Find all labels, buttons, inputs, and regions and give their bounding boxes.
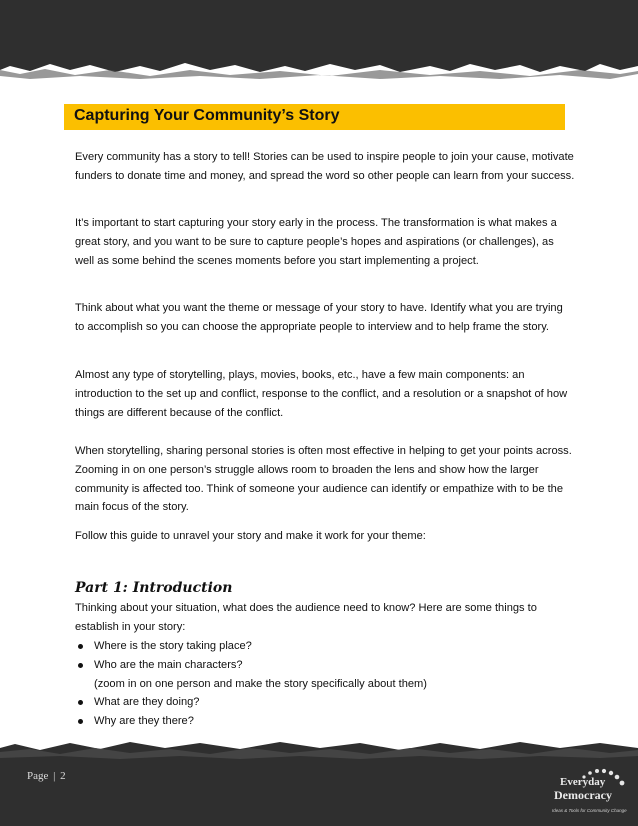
bullet-icon — [78, 663, 83, 668]
list-item-text: What are they doing? — [94, 696, 200, 709]
list-item-note: (zoom in on one person and make the story specifically about them) — [94, 677, 427, 690]
page-title: Capturing Your Community’s Story — [74, 107, 340, 124]
page-word: Page — [27, 770, 49, 782]
list-item — [75, 693, 555, 712]
page-separator: | — [53, 770, 56, 782]
page-number-label — [27, 770, 66, 782]
page-number: 2 — [60, 770, 66, 782]
list-item-text: Who are the main characters? — [94, 658, 243, 671]
logo-text-everyday: Everyday — [560, 776, 606, 788]
paragraph-intro: Every community has a story to tell! Stories can be used to inspire people to join your cause, motivate funders to donate time and money, and spread the word so other people can learn from your success. — [75, 151, 575, 182]
bullet-icon — [78, 719, 83, 724]
logo-tagline: Ideas & Tools for Community Change — [552, 808, 627, 813]
part-1-intro: Thinking about your situation, what does the audience need to know? Here are some things to establish in your story: — [75, 602, 537, 633]
paragraph-components: Almost any type of storytelling, plays, movies, books, etc., have a few main components: an introduction to the set up and conflict, response to the conflict, and a resolution or a snapshot of how things are different because of the conflict. — [75, 369, 568, 419]
paragraph-personal-stories: When storytelling, sharing personal stories is often most effective in helping to get your points across. Zooming in on one person’s struggle allows room to broaden the lens and show how the larger community is affected too. Think of someone your audience can identify or empathize with to be the main focus of the story. — [75, 445, 572, 514]
part-1-heading: Part 1: Introduction — [75, 580, 233, 596]
header-band — [0, 0, 638, 80]
list-item — [75, 637, 555, 656]
list-item — [75, 712, 555, 731]
list-item — [75, 656, 555, 694]
everyday-democracy-logo — [540, 768, 630, 822]
paragraph-follow-guide: Follow this guide to unravel your story and make it work for your theme: — [75, 530, 426, 542]
bullet-icon — [78, 700, 83, 705]
paragraph-theme: Think about what you want the theme or message of your story to have. Identify what you are trying to accomplish so you can choose the appropriate people to interview and to help frame the story. — [75, 302, 563, 333]
bullet-icon — [78, 644, 83, 649]
section-title-bar — [64, 104, 565, 130]
list-item-text: Why are they there? — [94, 715, 194, 728]
paragraph-early-capture: It’s important to start capturing your story early in the process. The transformation is what makes a great story, and you want to be sure to capture people’s hopes and aspirations (or challenges), as well as some behind the scenes moments before you start implementing a project. — [75, 217, 557, 267]
list-item-text: Where is the story taking place? — [94, 640, 252, 652]
logo-text-democracy: Democracy — [554, 788, 612, 802]
part-1-bullet-list — [75, 637, 555, 731]
